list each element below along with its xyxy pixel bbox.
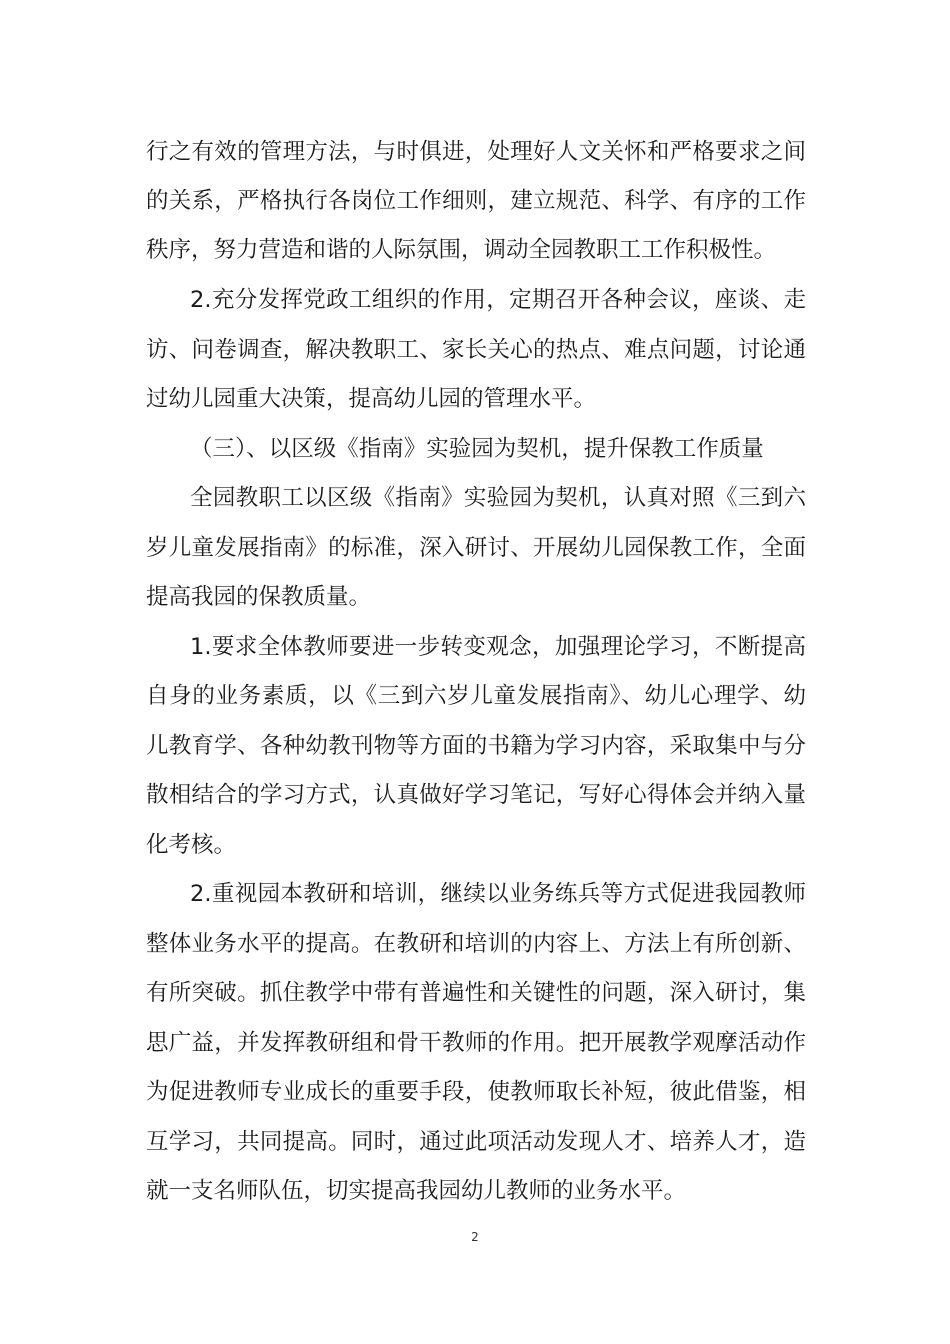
body-text-line: 儿教育学、各种幼教刊物等方面的书籍为学习内容，采取集中与分 bbox=[146, 733, 806, 759]
body-text-line: 全园教职工以区级《指南》实验园为契机，认真对照《三到六 bbox=[190, 485, 806, 511]
body-text-line: 岁儿童发展指南》的标准，深入研讨、开展幼儿园保教工作，全面 bbox=[146, 535, 806, 561]
body-text-line: 互学习，共同提高。同时，通过此项活动发现人才、培养人才，造 bbox=[146, 1129, 806, 1155]
body-text-line: 为促进教师专业成长的重要手段，使教师取长补短，彼此借鉴，相 bbox=[146, 1079, 806, 1105]
body-text-line: 访、问卷调查，解决教职工、家长关心的热点、难点问题，讨论通 bbox=[146, 337, 806, 363]
body-text-line: 行之有效的管理方法，与时俱进，处理好人文关怀和严格要求之间 bbox=[146, 139, 806, 165]
body-text-line: 的关系，严格执行各岗位工作细则，建立规范、科学、有序的工作 bbox=[146, 188, 806, 214]
body-text-line: 自身的业务素质，以《三到六岁儿童发展指南》、幼儿心理学、幼 bbox=[146, 683, 806, 709]
body-text-line: 思广益，并发挥教研组和骨干教师的作用。把开展教学观摩活动作 bbox=[146, 1030, 806, 1056]
list-item-text-line: 2.重视园本教研和培训，继续以业务练兵等方式促进我园教师 bbox=[190, 881, 806, 907]
body-text-line: 秩序，努力营造和谐的人际氛围，调动全园教职工工作积极性。 bbox=[146, 237, 777, 263]
list-item-text-line: 2.充分发挥党政工组织的作用，定期召开各种会议，座谈、走 bbox=[190, 287, 806, 313]
body-text-line: 整体业务水平的提高。在教研和培训的内容上、方法上有所创新、 bbox=[146, 931, 806, 957]
list-item-text-line: 1.要求全体教师要进一步转变观念，加强理论学习，不断提高 bbox=[190, 634, 806, 660]
body-text-line: 化考核。 bbox=[146, 832, 237, 858]
body-text-line: 提高我园的保教质量。 bbox=[146, 584, 372, 610]
body-text-line: 散相结合的学习方式，认真做好学习笔记，写好心得体会并纳入量 bbox=[146, 782, 806, 808]
section-heading: （三）、以区级《指南》实验园为契机，提升保教工作质量 bbox=[190, 436, 764, 462]
body-text-line: 有所突破。抓住教学中带有普遍性和关键性的问题，深入研讨，集 bbox=[146, 980, 806, 1006]
body-text-line: 过幼儿园重大决策，提高幼儿园的管理水平。 bbox=[146, 386, 597, 412]
body-text-line: 就一支名师队伍，切实提高我园幼儿教师的业务水平。 bbox=[146, 1178, 687, 1204]
page-number: 2 bbox=[471, 1230, 479, 1244]
